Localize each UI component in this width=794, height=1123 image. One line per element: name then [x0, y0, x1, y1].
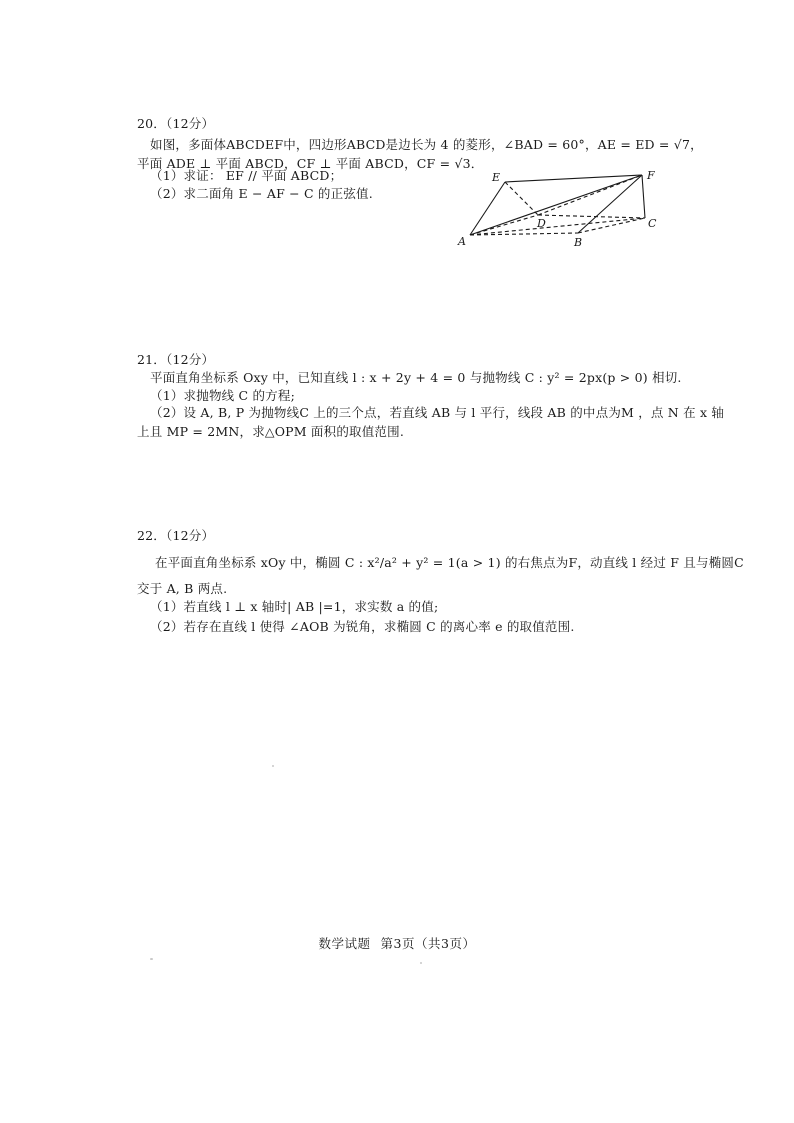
edge-EF: [505, 175, 642, 182]
label-D: D: [537, 217, 546, 230]
footer-subject: 数学试题: [318, 936, 371, 951]
edge-ED: [505, 182, 538, 215]
q22-intro-line2: 交于 A, B 两点.: [137, 581, 228, 596]
q22-header: 22．（12分）: [137, 528, 215, 543]
scan-speck: [272, 765, 274, 767]
footer-page-number: 第3页（共3页）: [380, 936, 476, 951]
edge-FB: [578, 175, 642, 233]
q22-part2: （2）若存在直线 l 使得 ∠AOB 为锐角，求椭圆 C 的离心率 e 的取值范围.: [150, 619, 575, 634]
edge-DC: [538, 215, 645, 218]
q20-polyhedron-figure: [450, 165, 680, 255]
q22-part1: （1）若直线 l ⊥ x 轴时| AB |=1，求实数 a 的值;: [150, 599, 439, 614]
q20-part1: （1）求证： EF // 平面 ABCD；: [150, 168, 343, 183]
q21-intro: 平面直角坐标系 Oxy 中，已知直线 l : x + 2y + 4 = 0 与抛物线 C : y² = 2px(p > 0) 相切.: [150, 370, 682, 385]
edge-AF: [470, 175, 642, 235]
q20-part2: （2）求二面角 E − AF − C 的正弦值.: [150, 186, 373, 201]
q20-intro-line2: 平面 ADE ⊥ 平面 ABCD，CF ⊥ 平面 ABCD，CF = √3．: [137, 156, 484, 171]
q21-header: 21．（12分）: [137, 352, 215, 367]
edge-BC: [578, 218, 645, 233]
q21-part2-line1: （2）设 A, B, P 为抛物线C 上的三个点，若直线 AB 与 l 平行，线段 AB 的中点为M ，点 N 在 x 轴: [150, 405, 725, 420]
q20-intro-line1: 如图，多面体ABCDEF中，四边形ABCD是边长为 4 的菱形，∠BAD = 60°，AE = ED = √7，: [150, 137, 703, 152]
edge-AD: [470, 215, 538, 235]
label-A: A: [458, 235, 466, 248]
page-footer: [0, 934, 794, 952]
q21-part1: （1）求抛物线 C 的方程;: [150, 388, 295, 403]
label-E: E: [492, 171, 501, 184]
edge-AE: [470, 182, 505, 235]
edge-FC: [642, 175, 645, 218]
q20-header: 20．（12分）: [137, 116, 215, 131]
label-F: F: [647, 169, 655, 182]
label-C: C: [648, 217, 657, 230]
q22-intro-line1: 在平面直角坐标系 xOy 中，椭圆 C : x²/a² + y² = 1(a > 1) 的右焦点为F，动直线 l 经过 F 且与椭圆C: [155, 555, 744, 570]
scan-speck: [150, 958, 153, 960]
q21-part2-line2: 上且 MP = 2MN，求△OPM 面积的取值范围.: [137, 424, 405, 439]
label-B: B: [574, 236, 583, 249]
scan-speck: [420, 962, 422, 964]
edge-DF: [538, 175, 642, 215]
edge-AC: [470, 218, 645, 235]
